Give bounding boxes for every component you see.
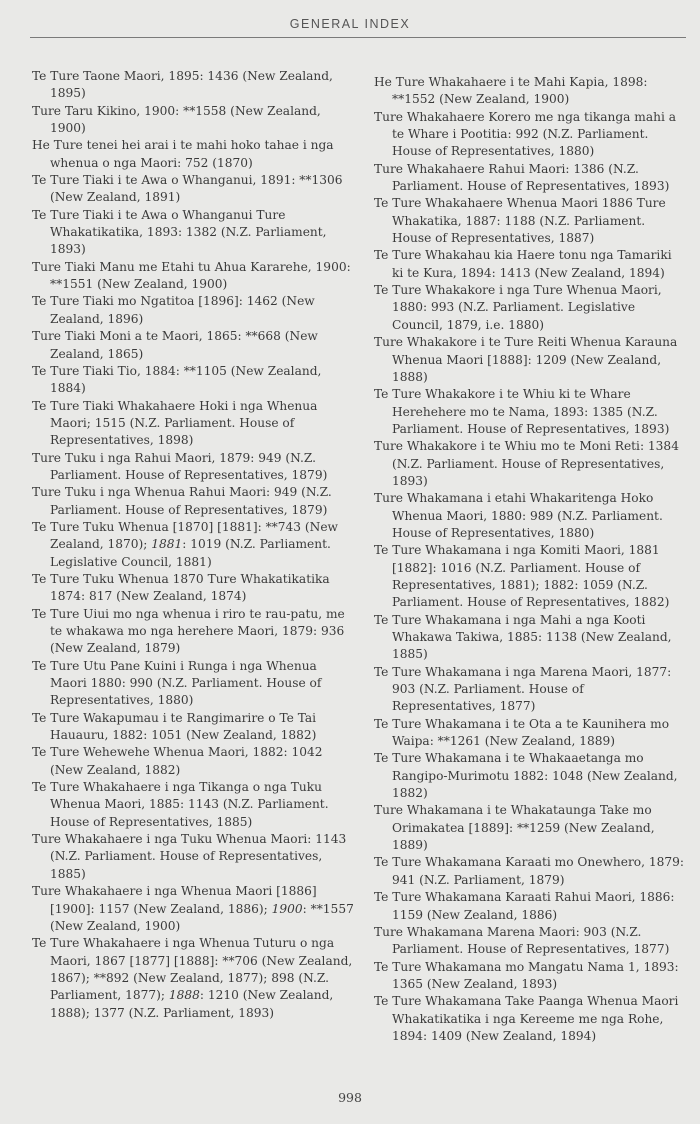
index-entry: Te Ture Tiaki mo Ngatitoa [1896]: 1462 (New Zealand, 1896): [32, 294, 315, 326]
running-header: GENERAL INDEX: [289, 17, 411, 31]
index-entry: Te Ture Whakamana i te Whakaaetanga mo Rangipo-Murimotu 1882: 1048 (New Zealand, 1882): [374, 751, 678, 801]
index-entry: Te Ture Whakamana i te Ota a te Kaunihera mo Waipa: **1261 (New Zealand, 1889): [374, 716, 670, 749]
index-entry: Ture Whakahaere Korero me nga tikanga mahi a te Whare i Pootitia: 992 (N.Z. Parliament. House of Representatives, 1880): [374, 109, 676, 159]
index-entry: Ture Whakakore i te Whiu mo te Moni Reti: 1384 (N.Z. Parliament. House of Representatives, 1893): [374, 439, 679, 488]
index-entry: Ture Tiaki Manu me Etahi tu Ahua Kararehe, 1900: **1551 (New Zealand, 1900): [32, 259, 351, 292]
page-number: 998: [338, 1090, 362, 1105]
index-entry: Te Ture Whakakore i nga Ture Whenua Maori, 1880: 993 (N.Z. Parliament. Legislative Council, 1879, i.e. 1880): [374, 283, 662, 332]
index-entry: Te Ture Whakamana i nga Komiti Maori, 1881 [1882]: 1016 (N.Z. Parliament. House of Representatives, 1881); 1882: 1059 (N.Z. Parliament. House of Representatives, 1882): [374, 543, 670, 610]
index-entry: Te Ture Tiaki Tio, 1884: **1105 (New Zealand, 1884): [32, 363, 322, 396]
index-entry: Te Ture Whakahaere i nga Tikanga o nga Tuku Whenua Maori, 1885: 1143 (N.Z. Parliament. House of Representatives, 1885): [32, 780, 329, 829]
index-entry: Te Ture Utu Pane Kuini i Runga i nga Whenua Maori 1880: 990 (N.Z. Parliament. House of Representatives, 1880): [32, 658, 322, 708]
index-entry: Te Ture Whakahaere i nga Whenua Tuturu o nga Maori, 1867 [1877] [1888]: **706 (New Zealand, 1867); **892 (New Zealand, 1877); 898 (N.Z. Parliament, 1877); 1888: 1210 (New Zealand, 1888); 1377 (N.Z. Parliament, 1893): [32, 936, 353, 1020]
index-entry: Te Ture Whakamana i nga Marena Maori, 1877: 903 (N.Z. Parliament. House of Representatives, 1877): [374, 664, 672, 714]
index-entry: Te Ture Tuku Whenua [1870] [1881]: **743 (New Zealand, 1870); 1881: 1019 (N.Z. Parliament. Legislative Council, 1881): [32, 519, 338, 569]
index-column-left: [32, 68, 354, 1022]
index-entry: Te Ture Whakamana Karaati Rahui Maori, 1886: 1159 (New Zealand, 1886): [374, 890, 675, 922]
index-entry: Ture Whakamana Marena Maori: 903 (N.Z. Parliament. House of Representatives, 1877): [374, 924, 670, 957]
index-entry: Te Ture Whakakore i te Whiu ki te Whare Herehehere mo te Nama, 1893: 1385 (N.Z. Parliament. House of Representatives, 1893): [374, 387, 670, 436]
index-entry: Te Ture Tuku Whenua 1870 Ture Whakatikatika 1874: 817 (New Zealand, 1874): [32, 571, 330, 604]
index-entry: Ture Tuku i nga Rahui Maori, 1879: 949 (N.Z. Parliament. House of Representatives, 1879): [32, 450, 328, 482]
index-entry: Ture Whakahaere i nga Tuku Whenua Maori: 1143 (N.Z. Parliament. House of Representatives, 1885): [32, 832, 347, 881]
index-entry: Te Ture Whakamana Karaati mo Onewhero, 1879: 941 (N.Z. Parliament, 1879): [374, 855, 685, 887]
index-entry: Ture Whakakore i te Ture Reiti Whenua Karauna Whenua Maori [1888]: 1209 (New Zealand, 1888): [374, 335, 678, 384]
index-entry: Ture Tiaki Moni a te Maori, 1865: **668 (New Zealand, 1865): [32, 329, 318, 361]
index-entry: Te Ture Tiaki i te Awa o Whanganui, 1891: **1306 (New Zealand, 1891): [32, 173, 343, 205]
index-entry: Ture Whakahaere Rahui Maori: 1386 (N.Z. Parliament. House of Representatives, 1893): [374, 161, 670, 194]
index-entry: Ture Whakamana i etahi Whakaritenga Hoko Whenua Maori, 1880: 989 (N.Z. Parliament. House of Representatives, 1880): [374, 491, 663, 540]
index-entry: Te Ture Taone Maori, 1895: 1436 (New Zealand, 1895): [32, 69, 333, 101]
index-entry: Te Ture Whakahaere Whenua Maori 1886 Ture Whakatika, 1887: 1188 (N.Z. Parliament. House of Representatives, 1887): [374, 196, 666, 246]
header-rule: [30, 37, 686, 38]
index-entry: He Ture Whakahaere i te Mahi Kapia, 1898: **1552 (New Zealand, 1900): [374, 75, 648, 107]
index-entry: He Ture tenei hei arai i te mahi hoko tahae i nga whenua o nga Maori: 752 (1870): [32, 138, 334, 170]
index-entry: Te Ture Uiui mo nga whenua i riro te rau-patu, me te whakawa mo nga herehere Maori, 1879: 936 (New Zealand, 1879): [32, 606, 345, 656]
index-entry: Te Ture Whakamana i nga Mahi a nga Kooti Whakawa Takiwa, 1885: 1138 (New Zealand, 1885): [374, 612, 672, 662]
index-entry: Te Ture Tiaki Whakahaere Hoki i nga Whenua Maori; 1515 (N.Z. Parliament. House of Representatives, 1898): [32, 398, 318, 448]
index-entry: Te Ture Whakahau kia Haere tonu nga Tamariki ki te Kura, 1894: 1413 (New Zealand, 1894): [374, 248, 672, 280]
index-entry: Te Ture Wakapumau i te Rangimarire o Te Tai Hauauru, 1882: 1051 (New Zealand, 1882): [32, 710, 317, 743]
index-entry: Ture Whakamana i te Whakataunga Take mo Orimakatea [1889]: **1259 (New Zealand, 1889): [374, 803, 655, 853]
index-entry: Ture Whakahaere i nga Whenua Maori [1886] [1900]: 1157 (New Zealand, 1886); 1900: **1557 (New Zealand, 1900): [32, 884, 354, 933]
index-entry: Te Ture Tiaki i te Awa o Whanganui Ture Whakatikatika, 1893: 1382 (N.Z. Parliament, 1893): [32, 207, 327, 257]
index-entry: Ture Taru Kikino, 1900: **1558 (New Zealand, 1900): [32, 103, 321, 136]
index-column-right: [374, 74, 684, 1045]
index-entry: Ture Tuku i nga Whenua Rahui Maori: 949 (N.Z. Parliament. House of Representatives, 1879): [32, 485, 332, 517]
index-entry: Te Ture Whakamana mo Mangatu Nama 1, 1893: 1365 (New Zealand, 1893): [374, 959, 679, 991]
index-entry: Te Ture Wehewehe Whenua Maori, 1882: 1042 (New Zealand, 1882): [32, 745, 323, 777]
index-entry: Te Ture Whakamana Take Paanga Whenua Maori Whakatikatika i nga Kereeme me nga Rohe, 1894: 1409 (New Zealand, 1894): [374, 994, 679, 1043]
